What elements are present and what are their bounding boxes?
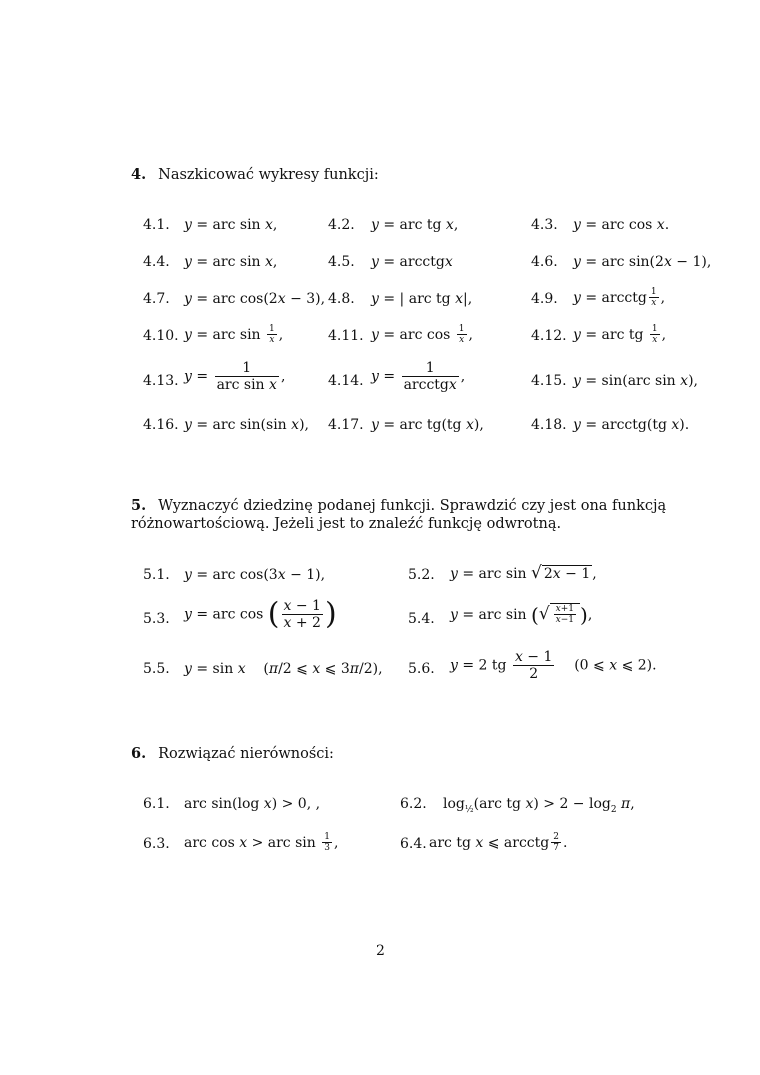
exercise-label: 4.8.	[328, 291, 355, 307]
exercise-formula: y = arc cos x.	[573, 217, 670, 233]
section-number: 4.	[131, 166, 147, 183]
exercise-label: 4.5.	[328, 254, 355, 270]
exercise-label: 4.15.	[531, 373, 567, 389]
exercise-formula: y = arc sin(2x − 1),	[573, 254, 712, 270]
exercise-label: 4.4.	[143, 254, 170, 270]
section-6-heading	[131, 745, 334, 762]
exercise-formula: y = arcctg(tg x).	[573, 417, 690, 433]
exercise-label: 5.1.	[143, 567, 170, 583]
exercise-label: 6.2.	[400, 796, 427, 812]
exercise-formula: y = arcctg $\frac{1}{x}$ ,	[573, 287, 666, 309]
exercise-label: 4.7.	[143, 291, 170, 307]
exercise-label: 5.5.	[143, 661, 170, 677]
exercise-label: 4.3.	[531, 217, 558, 233]
section-number: 6.	[131, 745, 147, 762]
exercise-label: 4.13.	[143, 373, 179, 389]
section-5-heading	[131, 497, 666, 514]
section-title: Naszkicować wykresy funkcji:	[158, 167, 379, 183]
exercise-formula: y = arc sin √ 2x − 1 ,	[450, 563, 597, 583]
exercise-formula: y = sin x (π/2 ⩽ x ⩽ 3π/2),	[184, 661, 383, 677]
exercise-formula: y = arc cos(2x − 3),	[184, 291, 326, 307]
exercise-formula: y = arc sin x,	[184, 217, 278, 233]
exercise-formula: y = 2 tg $\frac{x - 1}{2}$ (0 ⩽ x ⩽ 2).	[450, 649, 657, 683]
page-number: 2	[376, 943, 385, 959]
exercise-label: 6.4.	[400, 836, 427, 852]
section-5-heading-line-2: różnowartościową. Jeżeli jest to znaleźć funkcję odwrotną.	[131, 516, 562, 532]
exercise-label: 4.16.	[143, 417, 179, 433]
exercise-formula: y = sin(arc sin x),	[573, 373, 698, 389]
exercise-formula: y = arc sin (√ $\frac{x+1}{x-1}$ ),	[450, 602, 593, 627]
exercise-label: 4.6.	[531, 254, 558, 270]
exercise-label: 5.6.	[408, 661, 435, 677]
exercise-label: 4.10.	[143, 328, 179, 344]
exercise-formula: $\log_{\frac{1}{2}}(arc$ tg $x) > 2 - \log_2 \pi$,	[443, 796, 635, 815]
exercise-formula: y = arc tg $\frac{1}{x}$ ,	[573, 324, 667, 346]
exercise-label: 4.18.	[531, 417, 567, 433]
exercise-label: 5.3.	[143, 611, 170, 627]
exercise-formula: y = | arc tg x|,	[371, 291, 473, 307]
exercise-formula: y = arc tg(tg x),	[371, 417, 484, 433]
section-title-line-1: Wyznaczyć dziedzinę podanej funkcji. Sprawdzić czy jest ona funkcją	[158, 498, 667, 514]
exercise-formula: y = arc cos(3x − 1),	[184, 567, 326, 583]
exercise-formula: y = arc tg x,	[371, 217, 459, 233]
exercise-formula: arc cos x > arc sin $\frac{1}{3}$ ,	[184, 832, 339, 854]
exercise-label: 4.2.	[328, 217, 355, 233]
exercise-formula: y = arc cos ( $\frac{x - 1}{x + 2}$ )	[184, 596, 337, 632]
exercise-formula: y = arcctgx	[371, 254, 453, 270]
exercise-formula: arc tg x ⩽ arcctg $\frac{2}{7}$ .	[429, 832, 568, 854]
exercise-label: 4.11.	[328, 328, 364, 344]
exercise-formula: y = arc sin $\frac{1}{x}$ ,	[184, 324, 284, 346]
exercise-label: 5.2.	[408, 567, 435, 583]
exercise-formula: y = arc sin x,	[184, 254, 278, 270]
section-4-heading	[131, 166, 379, 183]
exercise-label: 6.1.	[143, 796, 170, 812]
exercise-formula: arc sin(log x) > 0, ,	[184, 796, 321, 812]
exercise-formula: y = arc cos $\frac{1}{x}$ ,	[371, 324, 473, 346]
section-title: Rozwiązać nierówności:	[158, 746, 334, 762]
exercise-formula: y = $\frac{1}{\text{arcctgx}}$ ,	[371, 360, 466, 394]
section-number: 5.	[131, 497, 147, 514]
exercise-formula: y = arc sin(sin x),	[184, 417, 309, 433]
exercise-label: 4.12.	[531, 328, 567, 344]
exercise-label: 4.17.	[328, 417, 364, 433]
exercise-label: 4.1.	[143, 217, 170, 233]
exercise-formula: y = $\frac{1}{\text{arc sin x}}$ ,	[184, 360, 286, 394]
exercise-label: 5.4.	[408, 611, 435, 627]
exercise-label: 6.3.	[143, 836, 170, 852]
exercise-label: 4.14.	[328, 373, 364, 389]
exercise-label: 4.9.	[531, 291, 558, 307]
